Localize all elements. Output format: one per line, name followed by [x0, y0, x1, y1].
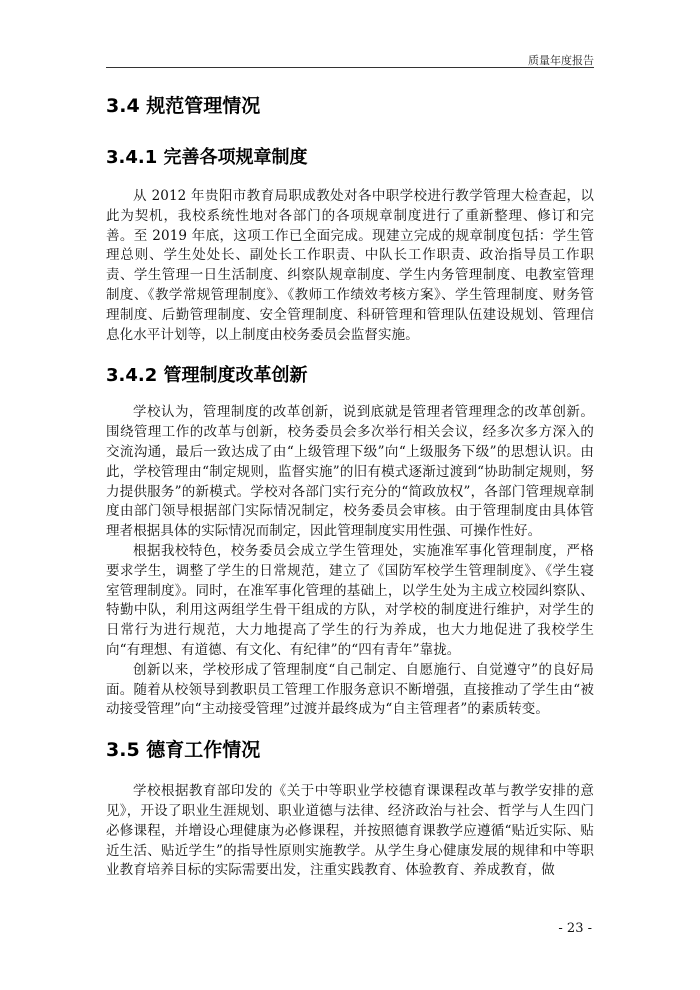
paragraph-3-4-2-2: 根据我校特色，校务委员会成立学生管理处，实施准军事化管理制度，严格要求学生，调整了学生的日常规范，建立了《国防军校学生管理制度》、《学生寝室管理制度》。同时，在准军事化管理的基础上，以学生处为主成立校园纠察队、特勤中队，利用这两组学生骨干组成的方队，对学校的制度进行维护，对学生的日常行为进行规范，大力地提高了学生的行为养成，也大力地促进了我校学生向“有理想、有道德、有文化、有纪律”的“四有青年”靠拢。 [106, 542, 594, 658]
section-heading-3-4: 3.4 规范管理情况 [106, 95, 261, 117]
paragraph-3-4-2-3: 创新以来，学校形成了管理制度“自己制定、自愿施行、自觉遵守”的良好局面。随着从校领导到教职员工管理工作服务意识不断增强，直接推动了学生由“被动接受管理”向“主动接受管理”过渡并最终成为“自主管理者”的素质转变。 [106, 661, 594, 718]
paragraph-3-4-2-1: 学校认为，管理制度的改革创新，说到底就是管理者管理理念的改革创新。围绕管理工作的改革与创新，校务委员会多次举行相关会议，经多次多方深入的交流沟通，最后一致达成了由“上级管理下级”向“上级服务下级”的思想认识。由此，学校管理由“制定规则，监督实施”的旧有模式逐渐过渡到“协助制定规则，努力提供服务”的新模式。学校对各部门实行充分的“简政放权”，各部门管理规章制度由部门领导根据部门实际情况制定，校务委员会审核。由于管理制度由具体管理者根据具体的实际情况而制定，因此管理制度实用性强、可操作性好。 [106, 404, 594, 540]
running-header-title: 质量年度报告 [528, 54, 594, 67]
paragraph-3-5-1: 学校根据教育部印发的《关于中等职业学校德育课课程改革与教学安排的意见》，开设了职业生涯规划、职业道德与法律、经济政治与社会、哲学与人生四门必修课程，并增设心理健康为必修课程，并按照德育课教学应遵循“贴近实际、贴近生活、贴近学生”的指导性原则实施教学。从学生身心健康发展的规律和中等职业教育培养目标的实际需要出发，注重实践教育、体验教育、养成教育，做 [106, 783, 594, 879]
header-rule [106, 67, 594, 68]
page-content [106, 90, 594, 881]
section-heading-3-5: 3.5 德育工作情况 [106, 739, 261, 762]
subsection-heading-3-4-1: 3.4.1 完善各项规章制度 [106, 147, 308, 168]
subsection-heading-3-4-2: 3.4.2 管理制度改革创新 [106, 365, 308, 387]
page-number: - 23 - [558, 921, 592, 936]
paragraph-3-4-1-1: 从 2012 年贵阳市教育局职成教处对各中职学校进行教学管理大检查起，以此为契机，我校系统性地对各部门的各项规章制度进行了重新整理、修订和完善。至 2019 年底，这项工作已全面完成。现建立完成的规章制度包括：学生管理总则、学生处处长、副处长工作职责、中队长工作职责、政治指导员工作职责、学生管理一日生活制度、纠察队规章制度、学生内务管理制度、电教室管理制度、《教学常规管理制度》、《教师工作绩效考核方案》、学生管理制度、财务管理制度、后勤管理制度、安全管理制度、科研管理和管理队伍建设规划、管理信息化水平计划等，以上制度由校务委员会监督实施。 [106, 188, 594, 343]
